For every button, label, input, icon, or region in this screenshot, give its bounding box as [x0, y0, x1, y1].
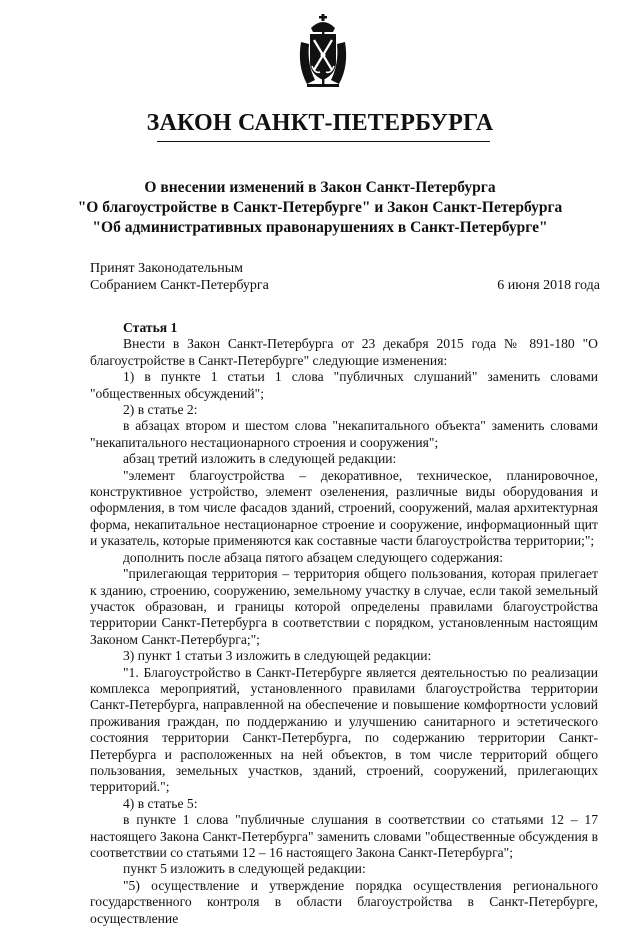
- law-heading: ЗАКОН САНКТ-ПЕТЕРБУРГА: [146, 110, 494, 136]
- paragraph: "1. Благоустройство в Санкт-Петербурге является деятельностью по реализации комплекса мероприятий, установленного правилами благоустройства территории Санкт-Петербурга, направленной на обеспечение и повышение комфортности условий проживания граждан, по поддержанию и улучшению санитарного и эстетического состояния территории Санкт-Петербурга, по содержанию территории Санкт-Петербурга и расположенных на ней объектов, в том числе территорий общего пользования, земельных участков, зданий, строений, сооружений, прилегающих территорий.";: [90, 664, 598, 795]
- paragraph: пункт 5 изложить в следующей редакции:: [123, 861, 366, 877]
- paragraph: 4) в статье 5:: [123, 795, 198, 811]
- law-title-line: О внесении изменений в Закон Санкт-Петербурга: [144, 179, 496, 196]
- paragraph: дополнить после абзаца пятого абзацем следующего содержания:: [123, 549, 504, 565]
- paragraph: 3) пункт 1 статьи 3 изложить в следующей редакции:: [123, 648, 432, 664]
- coat-of-arms-icon: [295, 14, 351, 90]
- paragraph: "прилегающая территория – территория общего пользования, которая прилегает к зданию, строению, сооружению, земельному участку в случае, если такой земельный участок образован, и границы которой определены правилами благоустройства территории Санкт-Петербурга в соответствии с порядком, установленным настоящим Законом Санкт-Петербурга;";: [90, 566, 598, 647]
- law-title-line: "О благоустройстве в Санкт-Петербурге" и Закон Санкт-Петербурга: [77, 199, 563, 216]
- article-title: Статья 1: [123, 320, 178, 335]
- paragraph: в абзацах втором и шестом слова "некапитального объекта" заменить словами "некапитального нестационарного строения и сооружения";: [90, 418, 598, 450]
- paragraph: "5) осуществление и утверждение порядка осуществления регионального государственного контроля в области благоустройства в Санкт-Петербурге, осуществление: [90, 877, 598, 926]
- law-title: [0, 178, 640, 238]
- paragraph: абзац третий изложить в следующей редакции:: [123, 451, 397, 467]
- paragraph: Внести в Закон Санкт-Петербурга от 23 декабря 2015 года № 891-180 "О благоустройстве в Санкт-Петербурге" следующие изменения:: [90, 336, 598, 368]
- article-body: [90, 320, 598, 927]
- paragraph: в пункте 1 слова "публичные слушания в соответствии со статьями 12 – 17 настоящего Закона Санкт-Петербурга" заменить словами "общественные обсуждения в соответствии со статьями 12 – 16 настоящего Закона Санкт-Петербурга";: [90, 812, 598, 860]
- adoption-note-line: Собранием Санкт-Петербурга: [90, 278, 269, 293]
- paragraph: 1) в пункте 1 статьи 1 слова "публичных слушаний" заменить словами "общественных обсуждений";: [90, 369, 598, 401]
- paragraph: "элемент благоустройства – декоративное, техническое, планировочное, конструктивное устройство, элемент озеленения, различные виды оборудования и оформления, в том числе фасадов зданий, строений, сооружений, малая архитектурная форма, некапитальное нестационарное строение и сооружение, информационный щит и указатель, которые применяются как составные части благоустройства территории;";: [90, 467, 598, 549]
- adoption-note-line: Принят Законодательным: [90, 261, 243, 276]
- heading-underline: [157, 141, 490, 142]
- adoption-date: 6 июня 2018 года: [497, 278, 600, 293]
- law-title-line: "Об административных правонарушениях в Санкт-Петербурге": [92, 219, 548, 236]
- adoption-note: [90, 260, 269, 294]
- paragraph: 2) в статье 2:: [123, 402, 198, 418]
